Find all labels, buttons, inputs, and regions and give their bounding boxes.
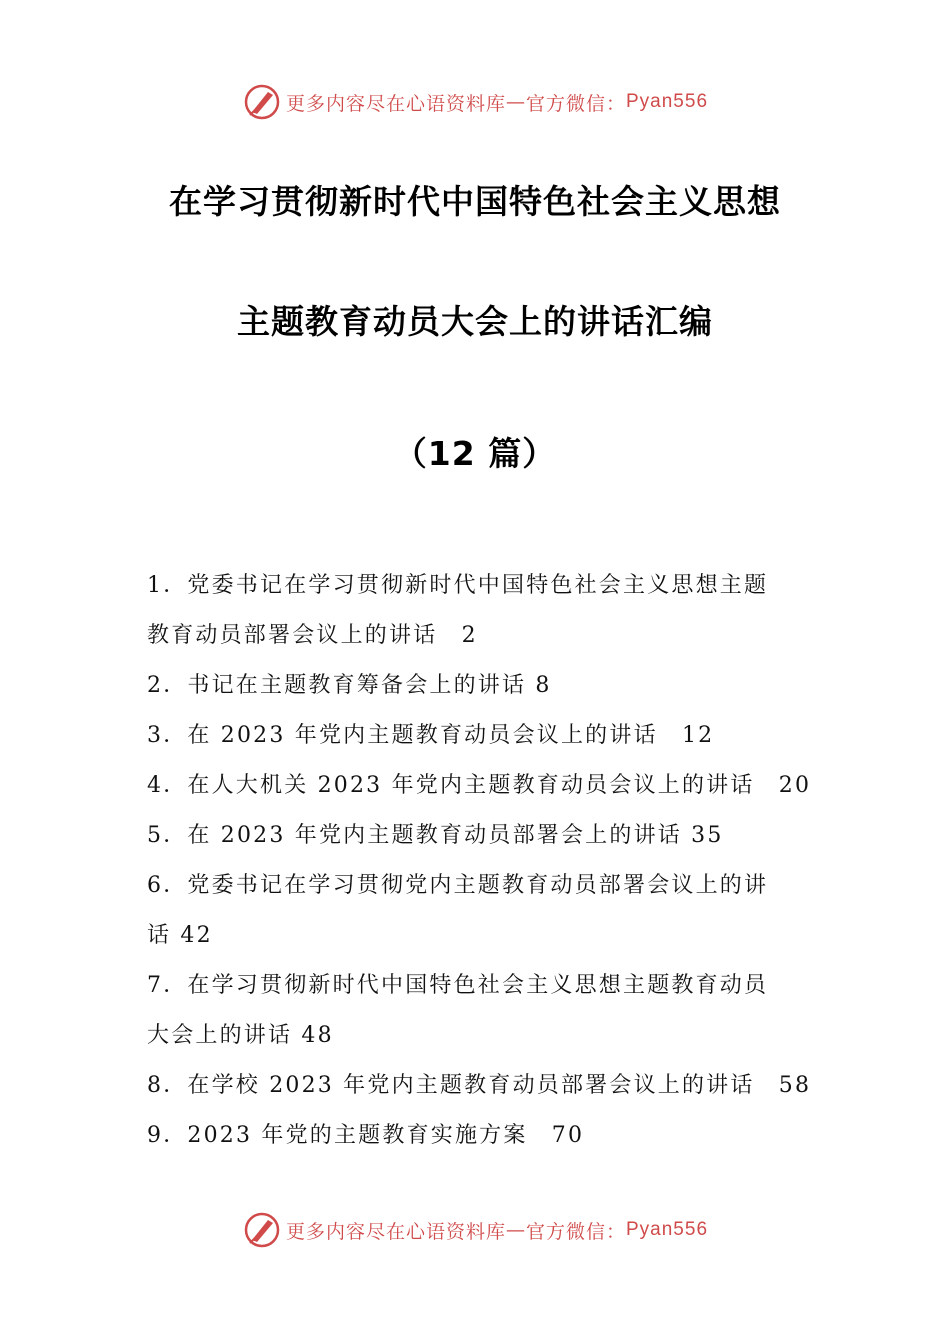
toc-line: 3．在 2023 年党内主题教育动员会议上的讲话 12 [147, 723, 715, 748]
toc-line: 6．党委书记在学习贯彻党内主题教育动员部署会议上的讲 [147, 873, 769, 898]
title-line-2: 主题教育动员大会上的讲话汇编 [237, 302, 713, 341]
quill-logo-icon [242, 82, 282, 122]
toc-line: 5．在 2023 年党内主题教育动员部署会上的讲话 35 [147, 823, 724, 848]
table-of-contents [147, 566, 812, 1166]
quill-logo-icon [242, 1210, 282, 1250]
title-line-1: 在学习贯彻新时代中国特色社会主义思想 [169, 182, 781, 221]
toc-line: 8．在学校 2023 年党内主题教育动员部署会议上的讲话 58 [147, 1073, 812, 1098]
watermark-dash: — [505, 1219, 526, 1241]
toc-line: 大会上的讲话 48 [147, 1023, 334, 1048]
toc-line: 7．在学习贯彻新时代中国特色社会主义思想主题教育动员 [147, 973, 769, 998]
toc-line: 2．书记在主题教育筹备会上的讲话 8 [147, 673, 552, 698]
watermark-id: Pyan556 [626, 1219, 709, 1240]
toc-line: 话 42 [147, 923, 213, 948]
watermark-text: 更多内容尽在心语资料库 [285, 1220, 506, 1243]
toc-line: 9．2023 年党的主题教育实施方案 70 [147, 1123, 585, 1148]
watermark-official: 官方微信： [525, 1220, 626, 1243]
watermark-header [0, 82, 950, 122]
watermark-official: 官方微信： [525, 92, 626, 115]
title-count: （12 篇） [393, 434, 557, 473]
toc-line: 4．在人大机关 2023 年党内主题教育动员会议上的讲话 20 [147, 773, 812, 798]
toc-line: 1．党委书记在学习贯彻新时代中国特色社会主义思想主题 [147, 573, 769, 598]
watermark-dash: — [505, 91, 526, 113]
toc-line: 教育动员部署会议上的讲话 2 [147, 623, 478, 648]
watermark-footer [0, 1210, 950, 1250]
watermark-id: Pyan556 [626, 91, 709, 112]
watermark-text: 更多内容尽在心语资料库 [285, 92, 506, 115]
